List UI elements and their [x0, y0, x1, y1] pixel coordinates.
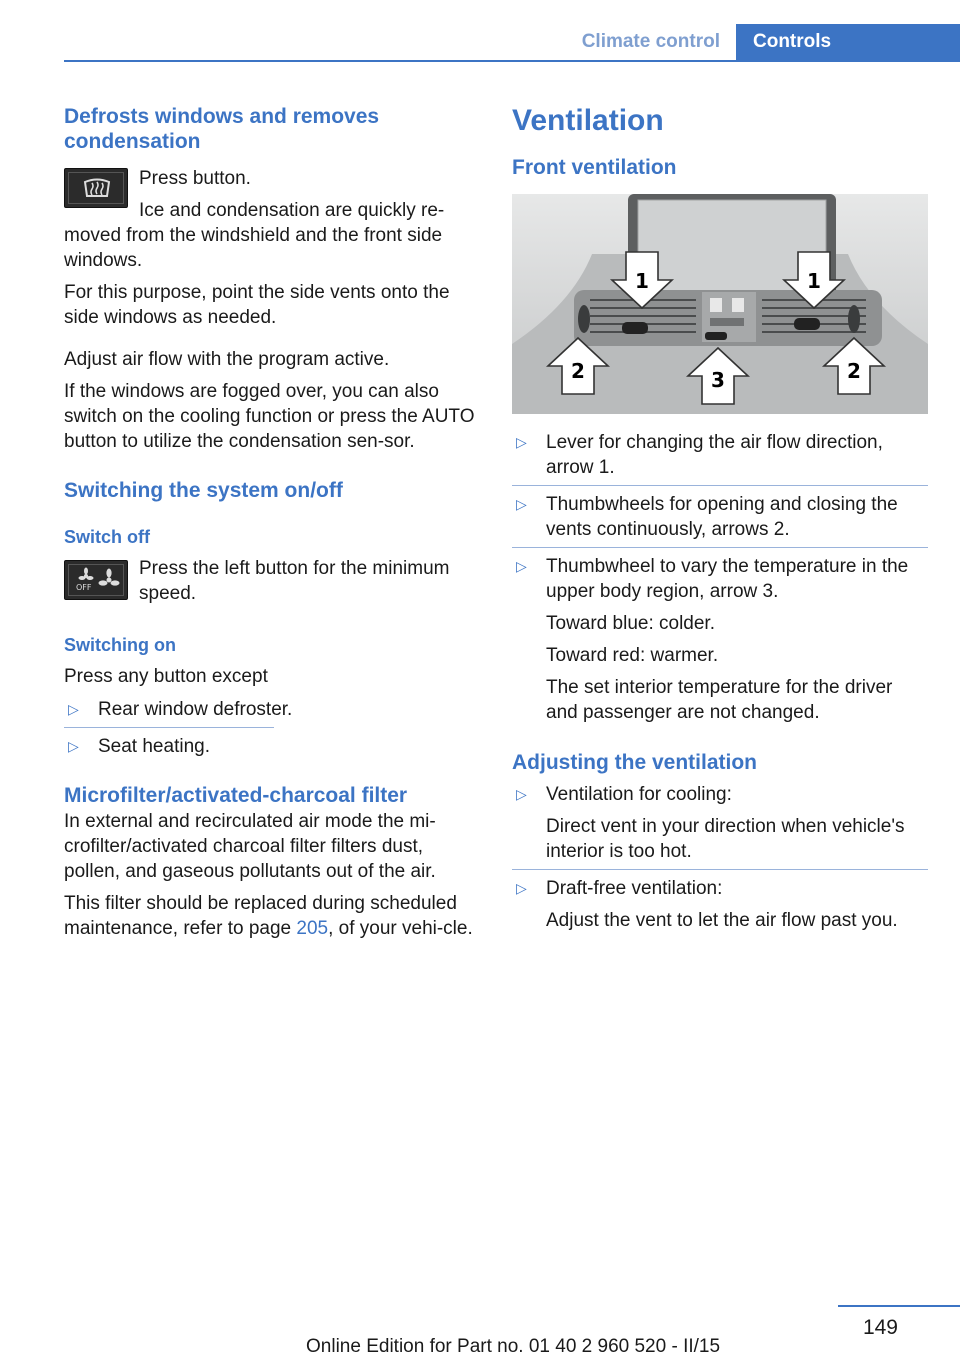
defrost-text-cont: moved from the windshield and the front side windows.: [64, 225, 443, 271]
ventilation-heading: Ventilation: [512, 104, 664, 137]
fan-off-icon: [65, 561, 129, 601]
svg-text:2: 2: [571, 359, 585, 383]
list-item: ▷ Lever for changing the air flow direction, arrow 1.: [516, 432, 883, 478]
defrost-button-icon: [64, 168, 128, 208]
bullet-triangle-icon: ▷: [516, 558, 527, 574]
bullet-triangle-icon: ▷: [516, 880, 527, 896]
filter-replace-text: This filter should be replaced during scheduled maintenance, refer to page 205, of your vehi-cle.: [64, 893, 473, 939]
sub-text: The set interior temperature for the driver and passenger are not changed.: [546, 677, 893, 723]
left-column: [64, 104, 482, 941]
sub-text: Toward blue: colder.: [546, 613, 715, 634]
adjusting-list: [512, 782, 928, 933]
list-divider: [512, 869, 928, 870]
list-item: ▷ Thumbwheel to vary the temperature in the upper body region, arrow 3. Toward blue: colder. Toward red: warmer. The set interior temperature for the driver and passenger are not changed.: [512, 554, 928, 725]
front-ventilation-figure: [512, 194, 928, 414]
windshield-defrost-icon: [65, 169, 129, 209]
switch-off-text: Press the left button for the minimum speed.: [139, 558, 450, 604]
switch-off-heading: Switch off: [64, 527, 150, 547]
filter-text: In external and recirculated air mode the mi-crofilter/activated charcoal filter filters dust, pollen, and gaseous pollutants out of the air.: [64, 811, 436, 882]
bullet-triangle-icon: ▷: [68, 701, 79, 717]
right-column: [512, 104, 928, 933]
list-item: ▷ Draft-free ventilation: Adjust the vent to let the air flow past you.: [512, 876, 928, 933]
fan-off-button-icon: OFF: [64, 560, 128, 600]
adjusting-heading: Adjusting the ventilation: [512, 751, 757, 774]
bullet-triangle-icon: ▷: [68, 738, 79, 754]
bullet-triangle-icon: ▷: [516, 786, 527, 802]
defrost-air-flow: Adjust air flow with the program active.: [64, 349, 390, 370]
switch-off-row: [64, 556, 482, 614]
page-reference-link[interactable]: 205: [296, 918, 329, 939]
header-rule: [64, 60, 960, 62]
switch-on-exceptions: [64, 697, 482, 759]
edition-note: Online Edition for Part no. 01 40 2 960 520 - II/15: [306, 1336, 721, 1357]
list-divider: [64, 727, 274, 728]
bullet-triangle-icon: ▷: [516, 496, 527, 512]
defrost-button-row: [64, 166, 482, 230]
svg-text:3: 3: [711, 368, 725, 392]
vent-illustration: [512, 194, 928, 414]
bullet-triangle-icon: ▷: [516, 434, 527, 450]
chapter-tab: Controls: [736, 24, 960, 62]
svg-text:1: 1: [807, 269, 821, 293]
defrost-text-start: Ice and condensation are quickly re-: [139, 200, 445, 221]
sub-text: Direct vent in your direction when vehicle's interior is too hot.: [546, 816, 905, 862]
ventilation-list: [512, 430, 928, 725]
filter-heading: Microfilter/activated-charcoal filter: [64, 784, 408, 807]
front-ventilation-heading: Front ventilation: [512, 156, 677, 179]
sub-text: Adjust the vent to let the air flow past you.: [546, 910, 898, 931]
switch-on-text: Press any button except: [64, 666, 268, 687]
svg-text:2: 2: [847, 359, 861, 383]
defrost-side-vents: For this purpose, point the side vents onto the side windows as needed.: [64, 282, 450, 328]
section-title: Climate control: [581, 31, 720, 52]
page-header: [64, 24, 960, 62]
page-number: 149: [862, 1316, 898, 1339]
list-item: ▷ Thumbwheels for opening and closing the vents continuously, arrows 2.: [516, 494, 898, 540]
defrost-step: Press button.: [139, 168, 251, 189]
list-item: ▷ Rear window defroster.: [68, 699, 293, 720]
list-item: ▷ Ventilation for cooling: Direct vent in your direction when vehicle's interior is too hot.: [512, 782, 928, 864]
svg-text:1: 1: [635, 269, 649, 293]
switch-on-heading: Switching on: [64, 635, 176, 655]
footer-rule: [838, 1305, 960, 1307]
defrost-heading: Defrosts windows and removes condensation: [64, 105, 380, 153]
list-item: ▷ Seat heating.: [68, 736, 210, 757]
switching-heading: Switching the system on/off: [64, 479, 343, 502]
defrost-fogged: If the windows are fogged over, you can also switch on the cooling function or press the AUTO button to utilize the condensation sen-sor.: [64, 381, 475, 452]
sub-text: Toward red: warmer.: [546, 645, 719, 666]
list-divider: [512, 485, 928, 486]
list-divider: [512, 547, 928, 548]
